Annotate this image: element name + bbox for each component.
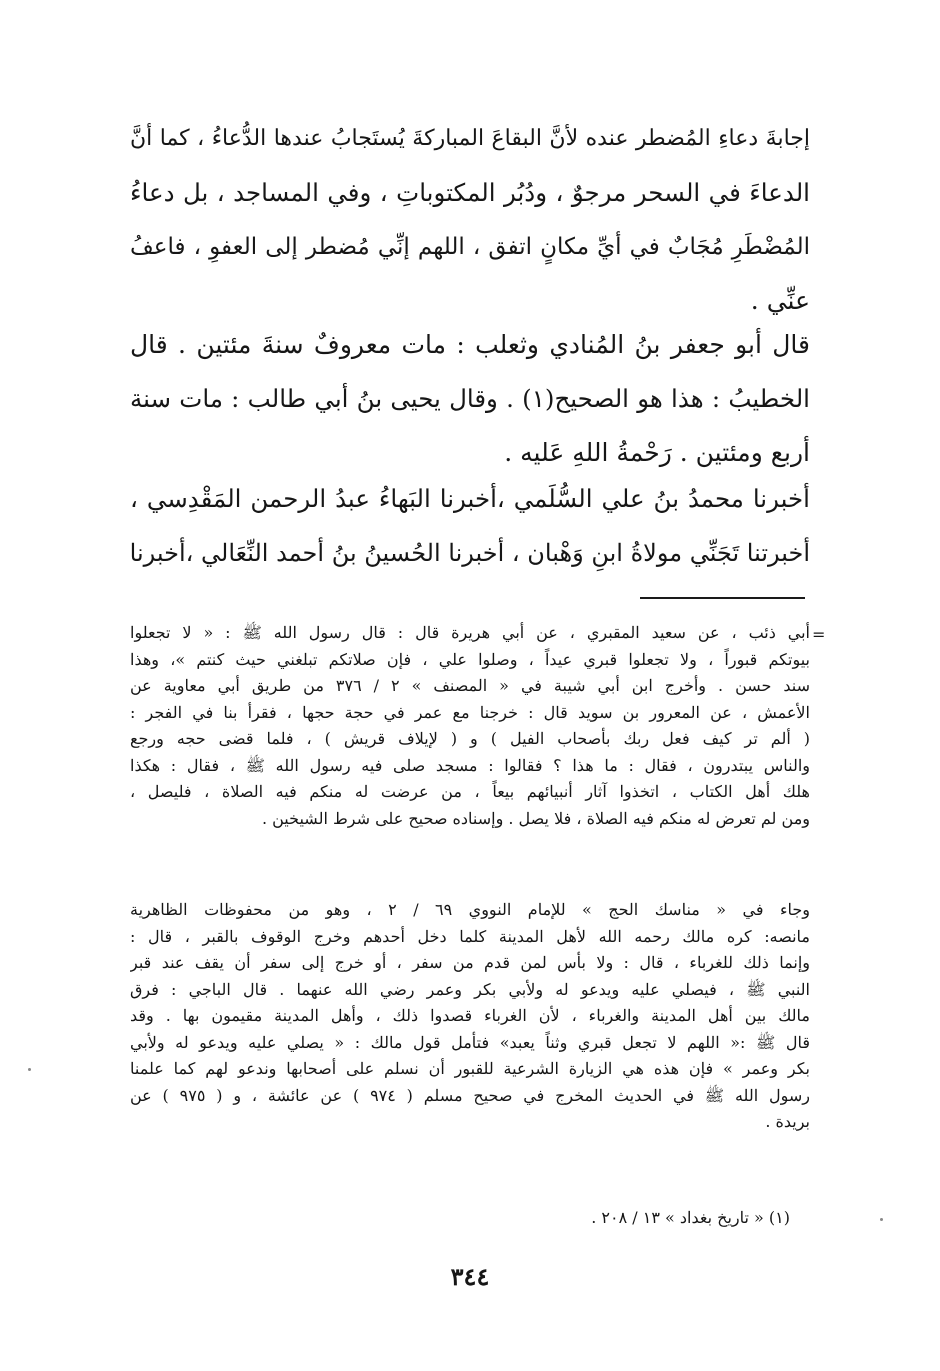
body-line: أربع ومئتين . رَحْمةُ اللهِ عَليه . (504, 438, 810, 467)
footnote-divider (640, 597, 805, 599)
note-line: قال ﷺ :« اللهم لا تجعل قبري وثناً يعبد» فتأمل قول مالك : « يصلي عليه ويدعو له ولأبي (130, 1032, 810, 1052)
body-line: أخبرتنا تَجَنِّي مولاةُ ابنِ وَهْبان ، أخبرنا الحُسينُ بنُ أحمد النِّعَالي ،أخبرنا (130, 539, 810, 567)
body-line: المُضْطَرِ مُجَابٌ في أيِّ مكانٍ اتفق ، اللهم إنِّي مُضطر إلى العفوِ ، فاعفُ (130, 234, 810, 260)
note-line: وإنما ذلك للغرباء ، قال : ولا بأس لمن قدم من سفر ، أو خرج إلى سفر أن يقف عند قبر (130, 953, 810, 972)
body-paragraph-2 (130, 318, 810, 480)
note-line: هلك أهل الكتاب ، اتخذوا آثار أنبيائهم بيعاً ، من عرضت له منكم فيه الصلاة ، فليصل ، (130, 782, 810, 801)
body-line: أخبرنا محمدُ بنُ علي السُّلَمي ،أخبرنا البَهاءُ عبدُ الرحمن المَقْدِسي ، (130, 484, 810, 513)
note-line: مالك بين أهل المدينة والغرباء ، لأن الغرباء قصدوا ذلك ، وأهل المدينة مقيمون بها . وقد (130, 1006, 810, 1025)
page-number: ٣٤٤ (450, 1262, 490, 1291)
note-line: والناس يبتدرون ، فقال : ما هذا ؟ فقالوا : مسجد صلى فيه رسول الله ﷺ ، فقال : هكذا (130, 755, 810, 775)
continuation-mark: = (812, 625, 826, 644)
note-block-1 (130, 620, 810, 832)
note-block-2 (130, 897, 810, 1136)
scan-speck (880, 1218, 883, 1221)
body-line: قال أبو جعفر بنُ المُنادي وثعلب : مات معروفٌ سنةَ مئتين . قال (130, 330, 810, 359)
body-line: الخطيبُ : هذا هو الصحيح(١) . وقال يحيى بنُ أبي طالب : مات سنة (130, 384, 810, 413)
note-line: رسول الله ﷺ في الحديث المخرج في صحيح مسلم ( ٩٧٤ ) عن عائشة ، و ( ٩٧٥ ) عن (130, 1085, 810, 1105)
footnote-1: (١) « تاريخ بغداد » ١٣ / ٢٠٨ . (591, 1208, 790, 1227)
note-line: النبي ﷺ ، فيصلي عليه ويدعو له ولأبي بكر وعمر رضي الله عنهما . قال الباجي : فرق (130, 979, 810, 999)
note-line: بكر وعمر » فإن هذه هي الزيارة الشرعية للقبور أن نسلم على أصحابها وندعو لهم كما علمنا (130, 1059, 810, 1078)
note-line: ومن لم تعرض له منكم فيه الصلاة ، فلا يصل . وإسناده صحيح على شرط الشيخين . (261, 808, 810, 828)
note-line: بيوتكم قبوراً ، ولا تجعلوا قبري عيداً ، وصلوا علي ، فإن صلاتكم تبلغني حيث كنتم »، وهذا (130, 649, 810, 669)
note-line: أبي ذئب ، عن سعيد المقبري ، عن أبي هريرة قال : قال رسول الله ﷺ : « لا تجعلوا (130, 623, 810, 642)
note-line: ( ألم تر كيف فعل ربك بأصحاب الفيل ) و ( لإيلاف قريش ) ، فلما قضى حجه ورجع (130, 729, 810, 748)
note-line: وجاء في « مناسك الحج » للإمام النووي ٦٩ / ٢ ، وهو من محفوظات الظاهرية (130, 900, 810, 919)
body-line: الدعاءَ في السحر مرجوٌ ، ودُبُر المكتوباتِ ، وفي المساجد ، بل دعاءُ (130, 178, 810, 207)
note-line: مانصه: كره مالك رحمه الله لأهل المدينة كلما دخل أحدهم وخرج الوقوف بالقبر ، قال : (130, 926, 810, 946)
body-paragraph-3 (130, 472, 810, 580)
scan-speck (28, 1068, 31, 1071)
note-line: سند حسن . وأخرج ابن أبي شيبة في « المصنف » ٢ / ٣٧٦ من طريق أبي معاوية عن (130, 676, 810, 695)
note-line: الأعمش ، عن المعرور بن سويد قال : خرجنا مع عمر في حجة حجها ، فقرأ بنا في الفجر : (130, 702, 810, 722)
note-line: بريدة . (765, 1112, 810, 1131)
body-line: إجابةَ دعاءِ المُضطر عنده لأنَّ البقاعَ المباركةَ يُستَجابُ عندها الدُّعاءُ ، كما أنَّ (130, 126, 810, 151)
body-paragraph-1 (130, 112, 810, 328)
body-line: عنِّي . (750, 286, 810, 315)
